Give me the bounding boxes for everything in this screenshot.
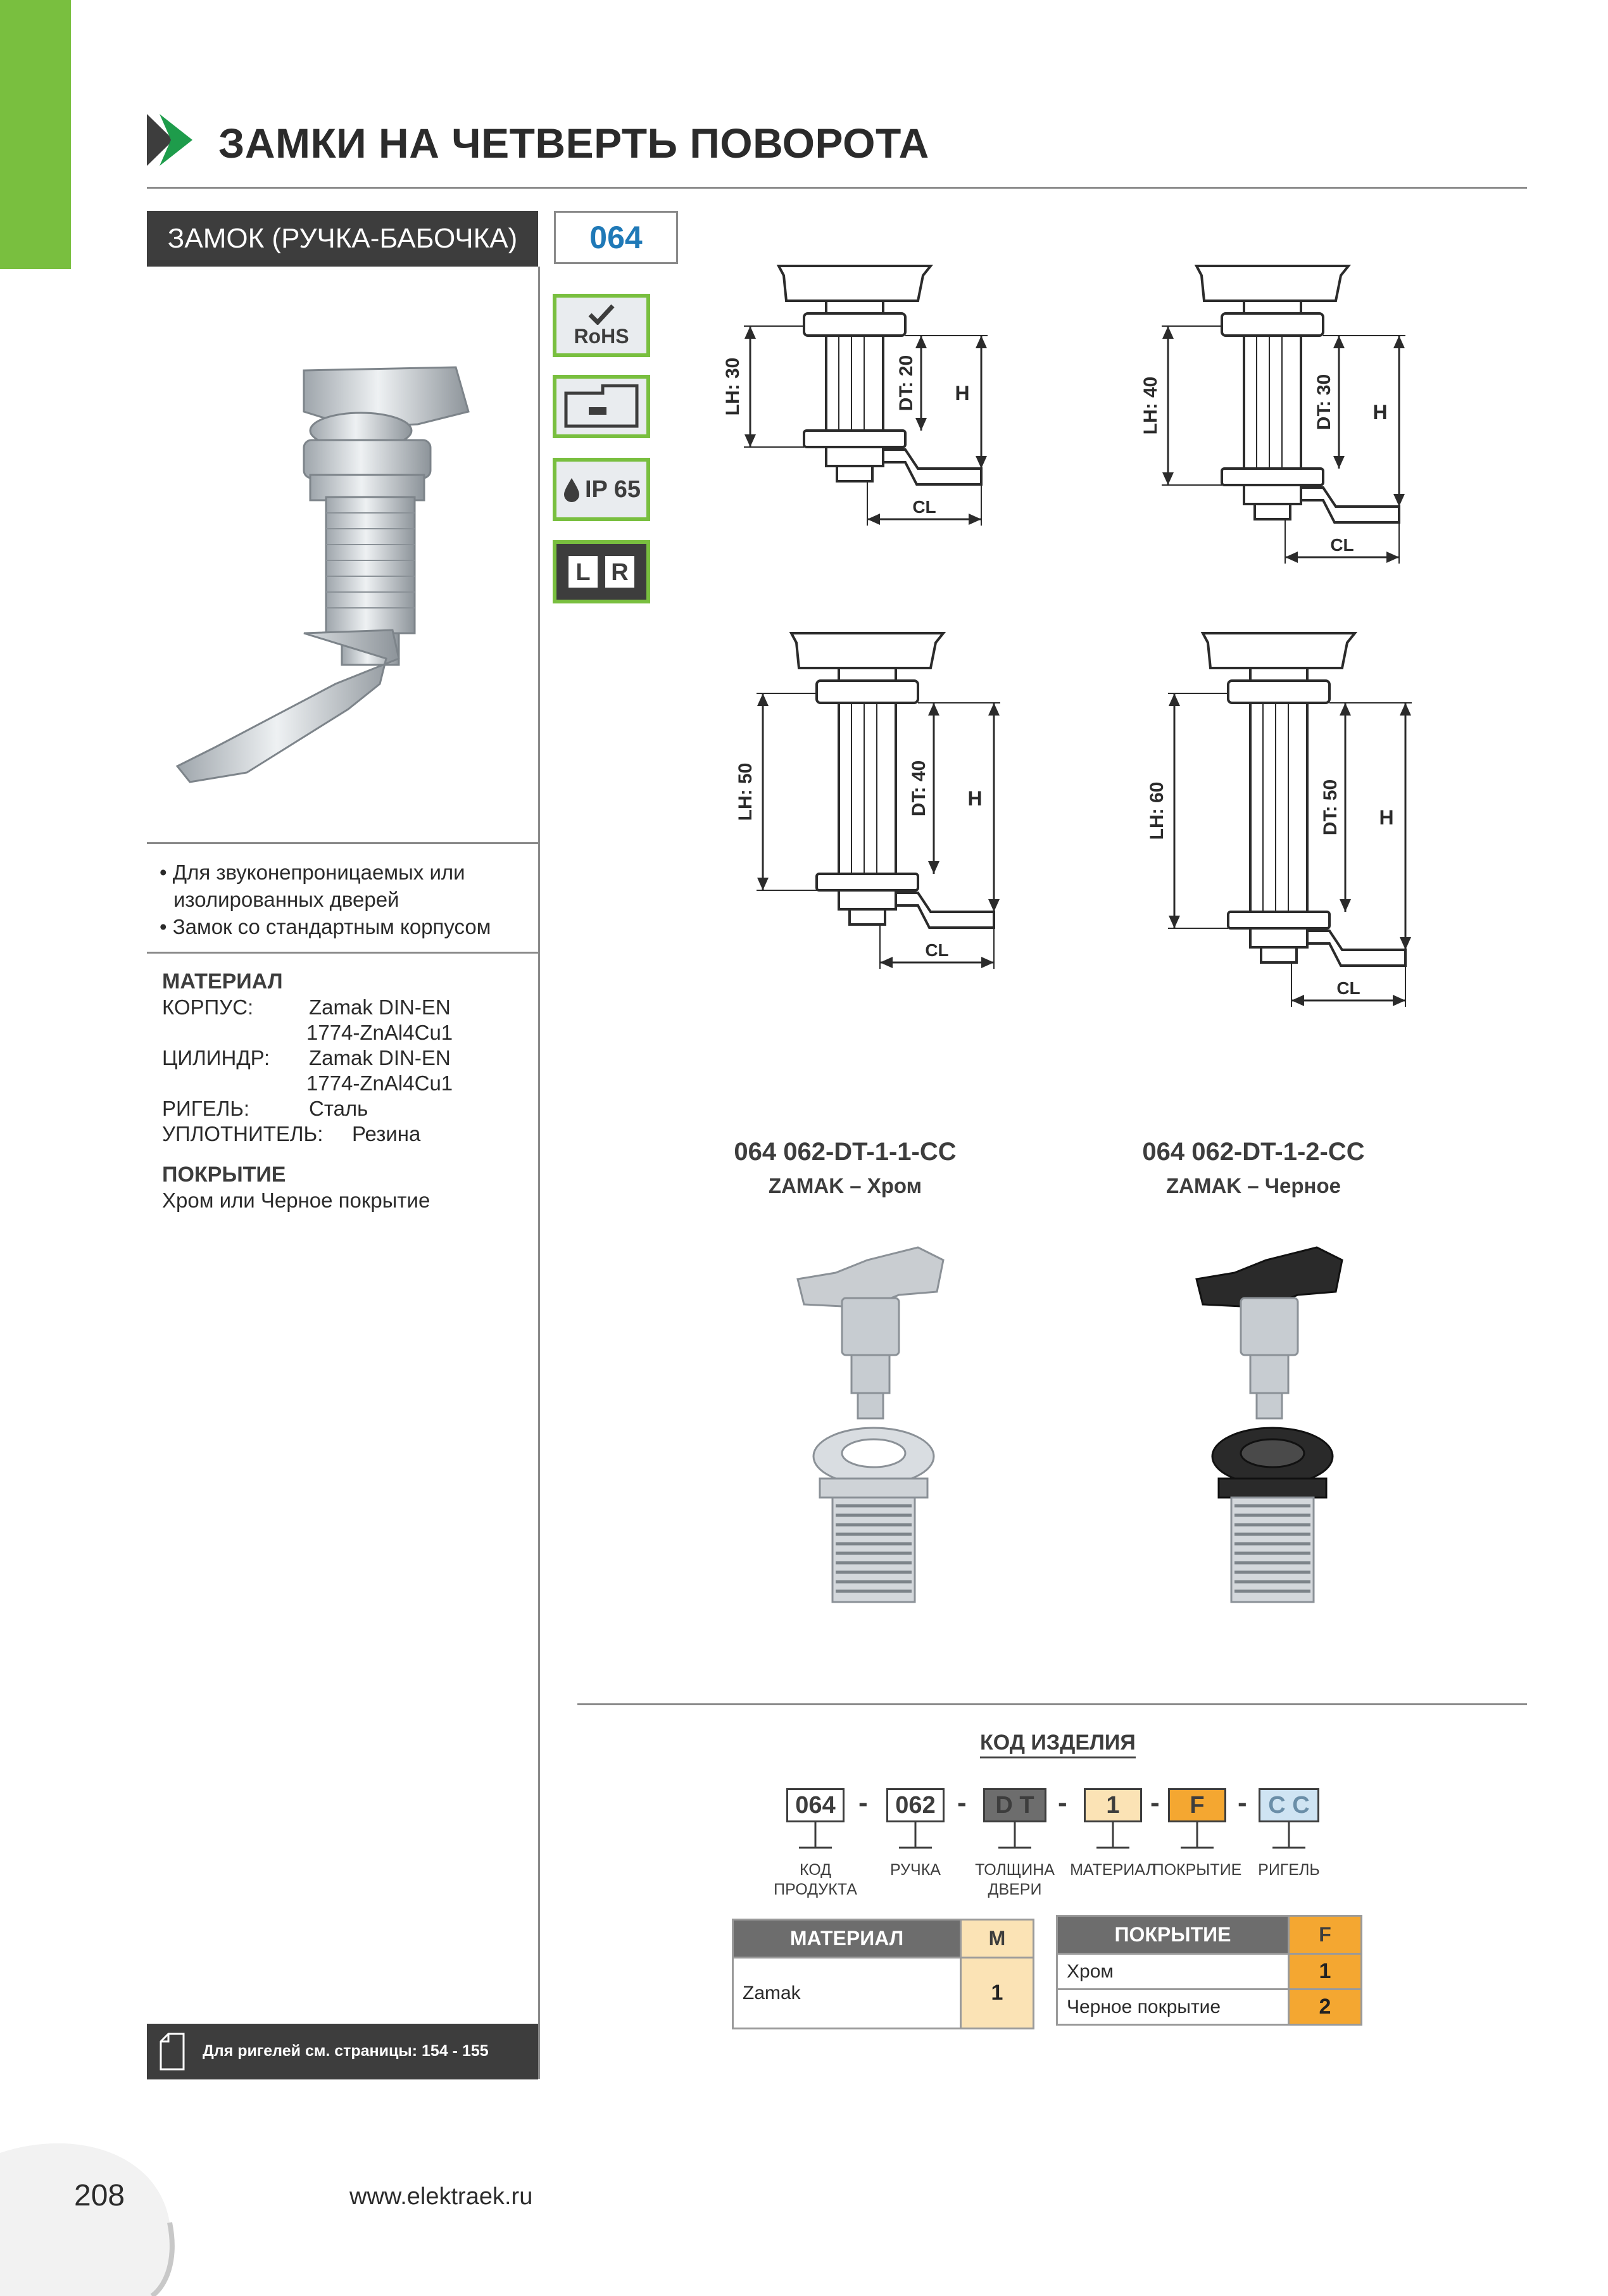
code-part-material: 1 — [1084, 1788, 1142, 1822]
arrow-icon — [969, 514, 981, 525]
lock-drawing — [1140, 266, 1405, 564]
drawing-handle — [791, 633, 943, 668]
rohs-certification — [553, 294, 650, 357]
code-label-coating: ПОКРЫТИЕ — [1152, 1861, 1242, 1879]
variant-collar — [820, 1479, 927, 1498]
coating-table-value: 2 — [1289, 1990, 1362, 2025]
material-value-cont: 1774-ZnAl4Cu1 — [306, 1071, 453, 1095]
drawing-nut — [1228, 912, 1329, 928]
cl-label: CL — [912, 497, 936, 517]
code-separator: - — [1150, 1787, 1160, 1818]
coating-table — [1056, 1915, 1362, 2026]
arrow-icon — [1333, 336, 1345, 348]
cl-label: CL — [925, 940, 949, 960]
product-code: 064 — [589, 220, 643, 255]
coating-table-code-header: F — [1289, 1916, 1362, 1954]
arrow-icon — [757, 693, 769, 706]
material-value: Сталь — [309, 1097, 368, 1120]
material-value: Zamak DIN-EN — [309, 995, 451, 1019]
arrow-icon — [928, 703, 939, 716]
coating-heading: ПОКРЫТИЕ — [162, 1163, 286, 1187]
dt-label: DT: 50 — [1320, 779, 1341, 836]
drawing-handle — [779, 266, 931, 301]
product-code-title: КОД ИЗДЕЛИЯ — [980, 1731, 1136, 1758]
ip65-label: IP 65 — [584, 476, 641, 503]
left-right-certification — [553, 540, 650, 603]
product-name: ЗАМОК (РУЧКА-БАБОЧКА) — [167, 223, 518, 254]
code-label-line: КОД — [799, 1861, 832, 1879]
drawing-latch — [1301, 488, 1399, 522]
material-row — [162, 1122, 420, 1146]
note-text: Для ригелей см. страницы: 154 - 155 — [203, 2042, 489, 2060]
arrow-icon — [744, 434, 756, 447]
material-table-code-header: M — [961, 1920, 1034, 1958]
drawing-cam-seat — [826, 447, 883, 466]
black-variant-image — [1190, 1235, 1355, 1627]
cl-label: CL — [1330, 535, 1354, 555]
variant-shaft — [842, 1298, 899, 1355]
lh-label: LH: 60 — [1146, 781, 1167, 840]
h-label: H — [967, 787, 983, 810]
drawing-neck — [1250, 668, 1307, 681]
cl-label: CL — [1336, 978, 1360, 998]
left-divider-1 — [147, 842, 538, 844]
variant-bezel-hole — [1241, 1439, 1304, 1467]
drawing-cam-seat — [1244, 485, 1301, 504]
arrow-icon — [976, 456, 987, 469]
svg-text:L: L — [575, 559, 591, 586]
material-table-cell: Zamak — [733, 1958, 961, 2029]
lh-label: LH: 40 — [1140, 376, 1161, 435]
drawing-cam-seat — [839, 890, 896, 909]
drawing-screw — [837, 466, 872, 481]
drawing-flange — [804, 313, 905, 336]
checkmark-icon — [587, 303, 615, 325]
arrow-icon — [1393, 494, 1405, 507]
code-label-thickness-2: ДВЕРИ — [988, 1881, 1042, 1898]
code-label-handle: РУЧКА — [890, 1861, 941, 1879]
arrow-icon — [915, 418, 927, 431]
material-value: Zamak DIN-EN — [309, 1046, 451, 1069]
drawing-latch — [896, 893, 994, 928]
arrow-icon — [1169, 693, 1180, 706]
arrow-icon — [1393, 336, 1405, 348]
variant-collar — [1219, 1479, 1326, 1498]
h-label: H — [1372, 401, 1388, 424]
lock-drawing — [722, 266, 988, 526]
arrow-icon — [880, 957, 893, 968]
variant-bezel-hole — [842, 1439, 905, 1467]
profile-certification — [553, 375, 650, 438]
drawing-neck — [826, 301, 883, 313]
arrow-icon — [744, 326, 756, 339]
chrome-variant-image — [791, 1235, 956, 1627]
left-divider-2 — [147, 952, 538, 954]
drawing-flange — [1222, 313, 1323, 336]
technical-drawings — [715, 253, 1538, 1070]
drawing-cam-seat — [1250, 928, 1307, 947]
arrow-icon — [988, 703, 1000, 716]
drawing-screw — [850, 909, 885, 924]
arrow-icon — [1340, 703, 1351, 716]
drawing-neck — [839, 668, 896, 681]
latch-reference-note — [147, 2024, 538, 2079]
code-part-latch: C C — [1259, 1788, 1319, 1822]
variant-stem — [851, 1355, 889, 1393]
variant-code-black: 064 062-DT-1-2-CC — [1142, 1138, 1365, 1166]
website-link[interactable]: www.elektraek.ru — [349, 2183, 533, 2210]
code-label-material: МАТЕРИАЛ — [1070, 1861, 1156, 1879]
arrow-icon — [976, 336, 987, 348]
coating-table-value: 1 — [1289, 1954, 1362, 1990]
section-divider — [577, 1703, 1527, 1705]
arrow-icon — [867, 514, 880, 525]
h-label: H — [1379, 806, 1394, 829]
code-label-product-2: ПРОДУКТА — [774, 1881, 857, 1898]
green-accent-bar — [0, 0, 71, 269]
code-part-door-thickness: D T — [983, 1788, 1046, 1822]
variant-tip — [1257, 1393, 1282, 1418]
drawing-screw — [1255, 504, 1290, 519]
material-label: КОРПУС: — [162, 995, 254, 1019]
code-part-product: 064 — [786, 1788, 845, 1822]
material-table — [732, 1919, 1034, 2029]
lock-drawing — [1146, 633, 1412, 1007]
arrow-icon — [1291, 995, 1304, 1006]
material-label: УПЛОТНИТЕЛЬ: — [162, 1122, 323, 1145]
title-divider — [147, 187, 1527, 189]
drawing-body — [839, 703, 896, 874]
drawing-nut — [804, 431, 905, 447]
profile-icon — [563, 384, 639, 429]
code-separator: - — [858, 1787, 868, 1818]
arrow-icon — [1162, 326, 1174, 339]
dt-label: DT: 40 — [908, 760, 929, 817]
coating-table-cell: Хром — [1057, 1954, 1289, 1990]
arrow-icon — [1400, 703, 1411, 716]
code-label-product — [758, 1860, 872, 1880]
product-code-box — [554, 211, 678, 264]
dt-label: DT: 20 — [896, 355, 917, 412]
feature-list — [160, 859, 533, 940]
drawing-body — [1244, 336, 1301, 469]
material-label: РИГЕЛЬ: — [162, 1097, 250, 1120]
material-value: Резина — [352, 1122, 421, 1145]
arrow-icon — [915, 336, 927, 348]
arrow-icon — [757, 878, 769, 890]
title-arrow-icon — [147, 114, 192, 166]
drawing-handle — [1197, 266, 1348, 301]
code-separator: - — [957, 1787, 967, 1818]
product-name-box — [147, 211, 538, 267]
water-drop-icon — [562, 477, 581, 502]
lh-label: LH: 30 — [722, 357, 743, 416]
code-connectors — [772, 1822, 1342, 1858]
drawing-latch — [883, 450, 981, 484]
arrow-icon — [1162, 472, 1174, 485]
arrow-icon — [1400, 937, 1411, 950]
lock-drawing — [735, 633, 1000, 969]
variant-housing — [832, 1498, 915, 1602]
material-value-cont: 1774-ZnAl4Cu1 — [306, 1021, 453, 1044]
h-label: H — [955, 382, 970, 405]
arrow-icon — [1169, 916, 1180, 928]
code-separator: - — [1238, 1787, 1247, 1818]
variant-desc-black: ZAMAK – Черное — [1166, 1174, 1341, 1197]
drawing-nut — [1222, 469, 1323, 485]
code-label-latch: РИГЕЛЬ — [1258, 1861, 1320, 1879]
material-label: ЦИЛИНДР: — [162, 1046, 270, 1069]
lh-label: LH: 50 — [735, 762, 756, 821]
svg-text:R: R — [611, 559, 629, 586]
coating-table-header: ПОКРЫТИЕ — [1057, 1916, 1289, 1954]
code-part-handle: 062 — [886, 1788, 945, 1822]
material-row — [162, 1046, 451, 1070]
arrow-icon — [988, 899, 1000, 912]
material-row — [162, 1097, 368, 1121]
feature-item: • Замок со стандартным корпусом — [160, 915, 491, 938]
drawing-body — [1250, 703, 1307, 912]
variant-shaft — [1241, 1298, 1298, 1355]
drawing-latch — [1307, 931, 1405, 966]
material-row — [162, 995, 451, 1019]
arrow-icon — [1285, 552, 1298, 563]
code-part-coating: F — [1168, 1788, 1226, 1822]
drawing-flange — [1228, 681, 1329, 703]
material-table-value: 1 — [961, 1958, 1034, 2029]
arrow-icon — [1393, 995, 1405, 1006]
code-separator: - — [1058, 1787, 1067, 1818]
drawing-body — [826, 336, 883, 431]
material-heading: МАТЕРИАЛ — [162, 969, 283, 993]
code-label-thickness: ТОЛЩИНА — [975, 1861, 1055, 1879]
arrow-icon — [981, 957, 994, 968]
drawing-handle — [1203, 633, 1355, 668]
ip65-certification — [553, 458, 650, 521]
coating-text: Хром или Черное покрытие — [162, 1189, 430, 1212]
drawing-neck — [1244, 301, 1301, 313]
document-icon — [158, 2033, 186, 2071]
dt-label: DT: 30 — [1314, 374, 1335, 431]
column-divider — [538, 267, 540, 2079]
arrow-icon — [1333, 456, 1345, 469]
variant-tip — [858, 1393, 883, 1418]
page-title: ЗАМКИ НА ЧЕТВЕРТЬ ПОВОРОТА — [218, 120, 929, 167]
feature-item: • Для звуконепроницаемых или изолированных дверей — [160, 861, 465, 911]
drawing-flange — [817, 681, 918, 703]
variant-desc-chrome: ZAMAK – Хром — [768, 1174, 922, 1197]
coating-table-cell: Черное покрытие — [1057, 1990, 1289, 2025]
variant-housing — [1231, 1498, 1314, 1602]
drawing-nut — [817, 874, 918, 890]
arrow-icon — [1340, 899, 1351, 912]
arrow-icon — [928, 861, 939, 874]
variant-stem — [1250, 1355, 1288, 1393]
page-number: 208 — [74, 2179, 125, 2212]
left-right-icon — [563, 550, 639, 594]
arrow-icon — [1386, 552, 1399, 563]
material-table-header: МАТЕРИАЛ — [733, 1920, 961, 1958]
variant-code-chrome: 064 062-DT-1-1-CC — [734, 1138, 957, 1166]
drawing-screw — [1261, 947, 1297, 962]
lock-product-image — [171, 304, 513, 792]
rohs-label: RoHS — [574, 324, 629, 348]
